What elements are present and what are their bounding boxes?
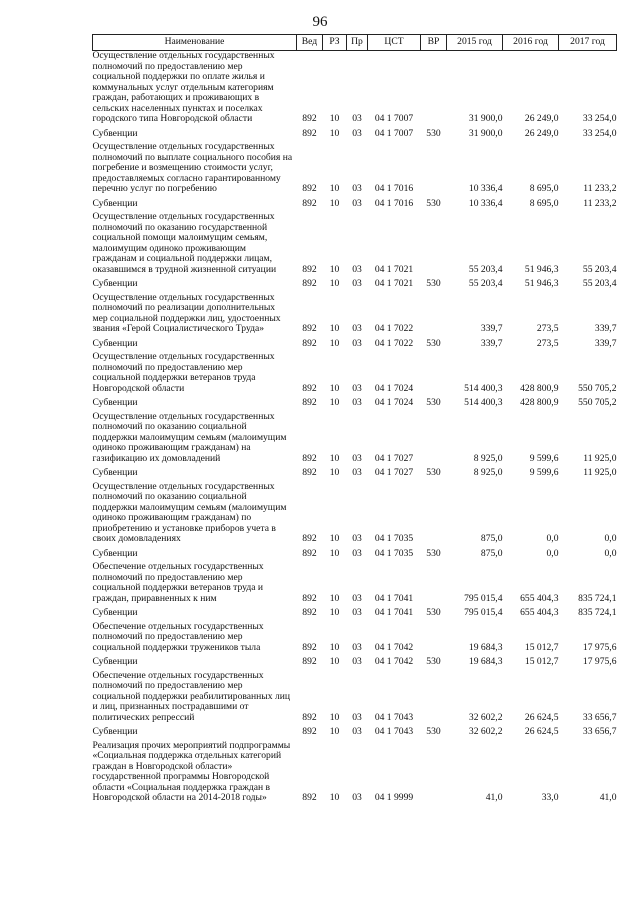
cell-2017: 339,7 bbox=[594, 323, 617, 334]
cell-2017: 835 724,1 bbox=[578, 592, 617, 604]
cell-ved: 892 bbox=[302, 397, 317, 408]
cell-ved: 892 bbox=[302, 263, 317, 275]
cell-2017: 339,7 bbox=[594, 337, 617, 349]
cell-cst: 04 1 7043 bbox=[374, 726, 414, 737]
cell-rz: 10 bbox=[329, 263, 340, 275]
cell-vr: 530 bbox=[426, 547, 441, 559]
table-row bbox=[93, 657, 617, 671]
table-row bbox=[93, 482, 617, 549]
cell-vr: 530 bbox=[426, 726, 441, 737]
cell-2017: 11 925,0 bbox=[583, 452, 617, 464]
cell-2017: 0,0 bbox=[604, 547, 617, 559]
cell-2015: 32 602,2 bbox=[468, 711, 503, 723]
cell-2017: 550 705,2 bbox=[578, 397, 617, 408]
cell-vr: 530 bbox=[426, 278, 441, 289]
table-row bbox=[93, 549, 617, 563]
cell-2015: 339,7 bbox=[480, 323, 503, 334]
header-2017: 2017 год bbox=[559, 35, 617, 51]
cell-2017: 11 925,0 bbox=[583, 467, 617, 478]
cell-2017: 17 975,6 bbox=[582, 641, 617, 653]
cell-name: Обеспечение отдельных государственных полномочий по предоставлению мер социальной поддержки ветеранов труда и граждан, приравненных к ним bbox=[92, 561, 264, 604]
cell-2016: 0,0 bbox=[546, 533, 559, 544]
cell-vr bbox=[421, 142, 447, 199]
cell-cst: 04 1 7007 bbox=[374, 113, 414, 124]
cell-ved: 892 bbox=[302, 382, 317, 394]
cell-name: Субвенции bbox=[92, 607, 138, 618]
cell-2017: 33 254,0 bbox=[582, 113, 617, 124]
cell-name: Обеспечение отдельных государственных полномочий по предоставлению мер социальной поддержки тружеников тыла bbox=[92, 620, 264, 653]
cell-pr: 03 bbox=[352, 592, 362, 604]
table-row bbox=[93, 199, 617, 213]
cell-pr: 03 bbox=[352, 547, 362, 559]
cell-2015: 514 400,3 bbox=[464, 382, 503, 394]
cell-pr: 03 bbox=[352, 656, 362, 667]
cell-vr: 530 bbox=[426, 337, 441, 349]
cell-rz: 10 bbox=[329, 382, 340, 394]
cell-ved: 892 bbox=[302, 323, 317, 334]
cell-cst: 04 1 7043 bbox=[374, 711, 414, 723]
cell-vr bbox=[421, 212, 447, 279]
cell-2016: 273,5 bbox=[536, 337, 559, 349]
cell-2015: 875,0 bbox=[480, 533, 503, 544]
cell-2015: 31 900,0 bbox=[468, 113, 503, 124]
cell-2016: 15 012,7 bbox=[524, 656, 559, 667]
table-header bbox=[93, 35, 617, 51]
cell-2015: 32 602,2 bbox=[468, 726, 503, 737]
cell-ved: 892 bbox=[302, 547, 317, 559]
table-row bbox=[93, 562, 617, 608]
header-cst: ЦСТ bbox=[368, 35, 421, 51]
cell-rz: 10 bbox=[329, 397, 340, 408]
cell-ved: 892 bbox=[302, 467, 317, 478]
cell-name: Субвенции bbox=[92, 397, 138, 408]
cell-2017: 33 254,0 bbox=[582, 127, 617, 139]
cell-2016: 51 946,3 bbox=[524, 278, 559, 289]
header-rz: РЗ bbox=[323, 35, 347, 51]
cell-vr bbox=[421, 671, 447, 728]
cell-2017: 55 203,4 bbox=[582, 278, 617, 289]
cell-cst: 04 1 7022 bbox=[374, 323, 414, 334]
cell-pr: 03 bbox=[352, 337, 362, 349]
cell-pr: 03 bbox=[352, 467, 362, 478]
cell-cst: 04 1 7041 bbox=[374, 592, 414, 604]
cell-ved: 892 bbox=[302, 792, 317, 803]
cell-name: Осуществление отдельных государственных полномочий по выплате социального пособия на погребение и возмещению стоимости услуг, предоставляемых согласно гарантированному перечню услуг по погребению bbox=[92, 141, 293, 194]
cell-name: Осуществление отдельных государственных полномочий по предоставлению мер социальной поддержки по оплате жилья и коммунальных услуг отдельным категориям граждан, работающих и проживающих в сельских населенных пунктах и поселках городского типа Новгородской области bbox=[92, 50, 275, 124]
cell-cst: 04 1 9999 bbox=[374, 792, 414, 803]
cell-name: Субвенции bbox=[92, 197, 138, 209]
cell-name: Субвенции bbox=[92, 337, 138, 349]
cell-2017: 11 233,2 bbox=[583, 183, 617, 194]
cell-ved: 892 bbox=[302, 641, 317, 653]
table-row bbox=[93, 142, 617, 199]
cell-vr bbox=[421, 562, 447, 608]
table-row bbox=[93, 671, 617, 728]
cell-ved: 892 bbox=[302, 127, 317, 139]
cell-rz: 10 bbox=[329, 113, 340, 124]
cell-2015: 41,0 bbox=[485, 792, 503, 803]
table-row bbox=[93, 468, 617, 482]
cell-rz: 10 bbox=[329, 792, 340, 803]
cell-2016: 26 249,0 bbox=[524, 127, 559, 139]
cell-2017: 33 656,7 bbox=[582, 711, 617, 723]
cell-ved: 892 bbox=[302, 533, 317, 544]
cell-name: Осуществление отдельных государственных полномочий по оказанию социальной поддержки малоимущим семьям (малоимущим одиноко проживающим гражданам) на газификацию их домовладений bbox=[92, 410, 287, 464]
cell-ved: 892 bbox=[302, 656, 317, 667]
cell-vr: 530 bbox=[426, 397, 441, 408]
cell-ved: 892 bbox=[302, 607, 317, 618]
cell-name: Субвенции bbox=[92, 127, 138, 139]
cell-ved: 892 bbox=[302, 278, 317, 289]
cell-name: Осуществление отдельных государственных полномочий по оказанию социальной поддержки малоимущим семьям (малоимущим одиноко проживающим гражданам) по приобретению и установке приборов учета в своих домовладениях bbox=[92, 480, 287, 544]
cell-cst: 04 1 7007 bbox=[374, 127, 414, 139]
cell-2015: 8 925,0 bbox=[473, 452, 503, 464]
cell-ved: 892 bbox=[302, 113, 317, 124]
cell-ved: 892 bbox=[302, 183, 317, 194]
cell-name: Субвенции bbox=[92, 467, 138, 478]
cell-vr: 530 bbox=[426, 607, 441, 618]
cell-pr: 03 bbox=[352, 183, 362, 194]
cell-name: Субвенции bbox=[92, 726, 138, 737]
header-pr: Пр bbox=[347, 35, 368, 51]
cell-name: Субвенции bbox=[92, 278, 138, 289]
table-row bbox=[93, 279, 617, 293]
cell-2015: 10 336,4 bbox=[468, 197, 503, 209]
cell-2015: 795 015,4 bbox=[464, 592, 503, 604]
cell-2015: 19 684,3 bbox=[468, 656, 503, 667]
cell-vr: 530 bbox=[426, 197, 441, 209]
cell-pr: 03 bbox=[352, 792, 362, 803]
header-2015: 2015 год bbox=[447, 35, 503, 51]
cell-vr bbox=[421, 482, 447, 549]
cell-rz: 10 bbox=[329, 726, 340, 737]
header-name: Наименование bbox=[93, 35, 297, 51]
cell-name: Осуществление отдельных государственных полномочий по реализации дополнительных мер социальной поддержки лиц, удостоенных звания «Герой Социалистического Труда» bbox=[92, 291, 281, 334]
cell-name: Обеспечение отдельных государственных полномочий по предоставлению мер социальной поддержки реабилитированных лиц и лиц, признанных пострадавшими от политических репрессий bbox=[92, 669, 291, 723]
cell-pr: 03 bbox=[352, 726, 362, 737]
cell-pr: 03 bbox=[352, 113, 362, 124]
cell-pr: 03 bbox=[352, 278, 362, 289]
table-row bbox=[93, 339, 617, 353]
cell-2016: 0,0 bbox=[546, 547, 559, 559]
cell-2016: 26 624,5 bbox=[524, 711, 559, 723]
cell-rz: 10 bbox=[329, 278, 340, 289]
cell-cst: 04 1 7027 bbox=[374, 467, 414, 478]
cell-cst: 04 1 7024 bbox=[374, 382, 414, 394]
cell-pr: 03 bbox=[352, 641, 362, 653]
table-row bbox=[93, 412, 617, 469]
cell-2015: 10 336,4 bbox=[468, 183, 503, 194]
cell-rz: 10 bbox=[329, 337, 340, 349]
cell-vr: 530 bbox=[426, 127, 441, 139]
cell-2017: 17 975,6 bbox=[582, 656, 617, 667]
cell-2017: 55 203,4 bbox=[582, 263, 617, 275]
table-row bbox=[93, 293, 617, 339]
cell-ved: 892 bbox=[302, 197, 317, 209]
cell-pr: 03 bbox=[352, 711, 362, 723]
cell-2017: 33 656,7 bbox=[582, 726, 617, 737]
cell-pr: 03 bbox=[352, 127, 362, 139]
cell-ved: 892 bbox=[302, 337, 317, 349]
budget-table bbox=[92, 34, 617, 808]
cell-2015: 55 203,4 bbox=[468, 263, 503, 275]
cell-rz: 10 bbox=[329, 127, 340, 139]
cell-2017: 0,0 bbox=[604, 533, 617, 544]
cell-cst: 04 1 7021 bbox=[374, 278, 414, 289]
cell-cst: 04 1 7016 bbox=[374, 183, 414, 194]
cell-ved: 892 bbox=[302, 711, 317, 723]
cell-cst: 04 1 7042 bbox=[374, 656, 414, 667]
cell-vr bbox=[421, 352, 447, 398]
cell-2015: 339,7 bbox=[480, 337, 503, 349]
cell-rz: 10 bbox=[329, 197, 340, 209]
cell-cst: 04 1 7035 bbox=[374, 533, 414, 544]
cell-ved: 892 bbox=[302, 452, 317, 464]
cell-pr: 03 bbox=[352, 382, 362, 394]
cell-cst: 04 1 7042 bbox=[374, 641, 414, 653]
cell-cst: 04 1 7035 bbox=[374, 547, 414, 559]
cell-pr: 03 bbox=[352, 533, 362, 544]
cell-2016: 9 599,6 bbox=[529, 467, 559, 478]
table-row bbox=[93, 608, 617, 622]
cell-2015: 31 900,0 bbox=[468, 127, 503, 139]
cell-rz: 10 bbox=[329, 467, 340, 478]
table-row bbox=[93, 741, 617, 808]
cell-2015: 8 925,0 bbox=[473, 467, 503, 478]
cell-rz: 10 bbox=[329, 711, 340, 723]
cell-pr: 03 bbox=[352, 263, 362, 275]
cell-vr: 530 bbox=[426, 467, 441, 478]
cell-pr: 03 bbox=[352, 197, 362, 209]
header-2016: 2016 год bbox=[503, 35, 559, 51]
cell-2015: 875,0 bbox=[480, 547, 503, 559]
cell-2016: 655 404,3 bbox=[520, 607, 559, 618]
cell-2015: 795 015,4 bbox=[464, 607, 503, 618]
cell-name: Субвенции bbox=[92, 547, 138, 559]
cell-rz: 10 bbox=[329, 641, 340, 653]
table-row bbox=[93, 212, 617, 279]
cell-2016: 15 012,7 bbox=[524, 641, 559, 653]
cell-cst: 04 1 7027 bbox=[374, 452, 414, 464]
cell-2015: 55 203,4 bbox=[468, 278, 503, 289]
cell-name: Осуществление отдельных государственных полномочий по оказанию государственной социальной помощи малоимущим семьям, малоимущим одиноко проживающим гражданам и социальной поддержки лицам, оказавшимся в трудной жизненной ситуации bbox=[92, 211, 277, 275]
cell-pr: 03 bbox=[352, 607, 362, 618]
cell-vr bbox=[421, 293, 447, 339]
cell-pr: 03 bbox=[352, 452, 362, 464]
table-row bbox=[93, 622, 617, 658]
cell-vr: 530 bbox=[426, 656, 441, 667]
cell-2016: 51 946,3 bbox=[524, 263, 559, 275]
cell-2016: 26 624,5 bbox=[524, 726, 559, 737]
cell-rz: 10 bbox=[329, 533, 340, 544]
cell-vr bbox=[421, 412, 447, 469]
cell-rz: 10 bbox=[329, 323, 340, 334]
cell-name: Осуществление отдельных государственных полномочий по предоставлению мер социальной поддержки ветеранов труда Новгородской области bbox=[92, 351, 275, 394]
cell-2017: 835 724,1 bbox=[578, 607, 617, 618]
cell-rz: 10 bbox=[329, 592, 340, 604]
cell-cst: 04 1 7022 bbox=[374, 337, 414, 349]
cell-2017: 41,0 bbox=[599, 792, 617, 803]
table-row bbox=[93, 398, 617, 412]
cell-vr bbox=[421, 51, 447, 129]
table-body bbox=[93, 51, 617, 808]
cell-cst: 04 1 7041 bbox=[374, 607, 414, 618]
cell-pr: 03 bbox=[352, 323, 362, 334]
cell-rz: 10 bbox=[329, 183, 340, 194]
table-row bbox=[93, 727, 617, 741]
cell-2016: 655 404,3 bbox=[520, 592, 559, 604]
cell-2015: 19 684,3 bbox=[468, 641, 503, 653]
cell-vr bbox=[421, 741, 447, 808]
cell-pr: 03 bbox=[352, 397, 362, 408]
cell-cst: 04 1 7024 bbox=[374, 397, 414, 408]
cell-2015: 514 400,3 bbox=[464, 397, 503, 408]
cell-2016: 9 599,6 bbox=[529, 452, 559, 464]
cell-2016: 8 695,0 bbox=[529, 183, 559, 194]
cell-ved: 892 bbox=[302, 726, 317, 737]
table-row bbox=[93, 352, 617, 398]
header-vr: ВР bbox=[421, 35, 447, 51]
table-row bbox=[93, 129, 617, 143]
cell-name: Субвенции bbox=[92, 656, 138, 667]
cell-vr bbox=[421, 622, 447, 658]
cell-2016: 26 249,0 bbox=[524, 113, 559, 124]
cell-2016: 33,0 bbox=[541, 792, 559, 803]
cell-2016: 428 800,9 bbox=[520, 397, 559, 408]
cell-name: Реализация прочих мероприятий подпрограммы «Социальная поддержка отдельных категорий граждан в Новгородской области» государственной программы Новгородской области «Социальная поддержка граждан в Новгородской области на 2014-2018 годы» bbox=[92, 739, 291, 803]
cell-2016: 428 800,9 bbox=[520, 382, 559, 394]
cell-rz: 10 bbox=[329, 656, 340, 667]
cell-rz: 10 bbox=[329, 547, 340, 559]
cell-rz: 10 bbox=[329, 452, 340, 464]
table-row bbox=[93, 51, 617, 129]
header-ved: Вед bbox=[297, 35, 323, 51]
cell-2016: 8 695,0 bbox=[529, 197, 559, 209]
cell-rz: 10 bbox=[329, 607, 340, 618]
cell-2017: 550 705,2 bbox=[578, 382, 617, 394]
cell-cst: 04 1 7016 bbox=[374, 197, 414, 209]
page-number: 96 bbox=[312, 14, 328, 30]
cell-2016: 273,5 bbox=[536, 323, 559, 334]
cell-ved: 892 bbox=[302, 592, 317, 604]
cell-cst: 04 1 7021 bbox=[374, 263, 414, 275]
cell-2017: 11 233,2 bbox=[583, 197, 617, 209]
